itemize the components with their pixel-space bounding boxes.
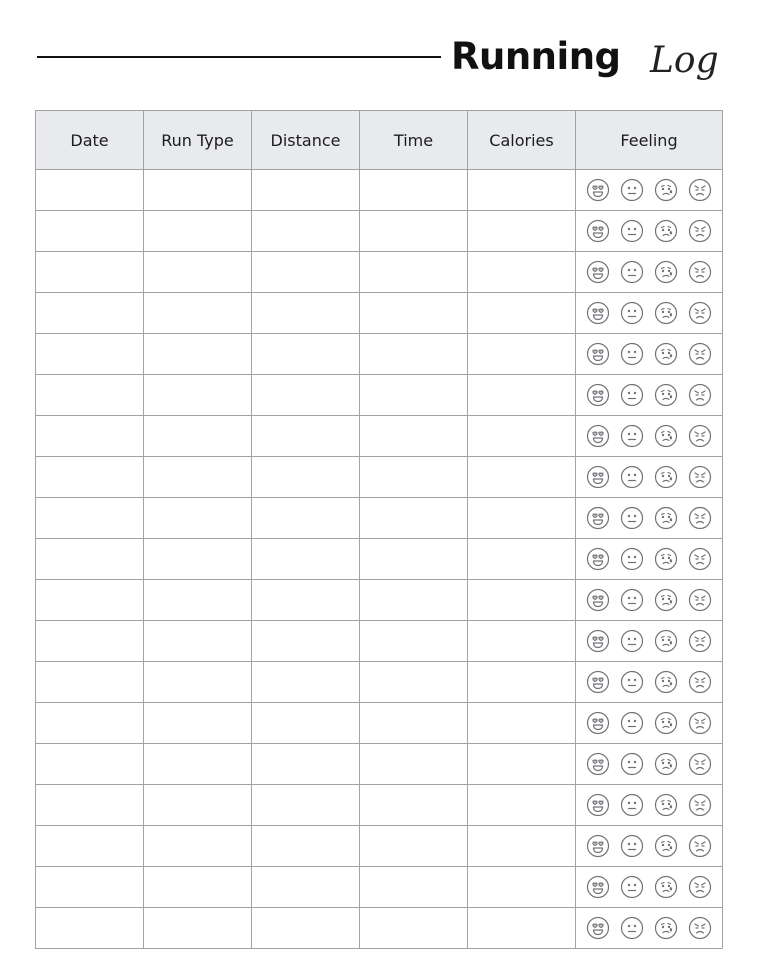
cell-date[interactable]: [36, 662, 144, 703]
feeling-options: [576, 539, 722, 579]
cell-feeling: [576, 539, 723, 580]
cell-run-type[interactable]: [144, 334, 252, 375]
column-header-feeling: Feeling: [576, 111, 723, 170]
worried-face-icon[interactable]: [654, 424, 678, 448]
cell-calories[interactable]: [468, 211, 576, 252]
worried-face-icon[interactable]: [654, 342, 678, 366]
cell-run-type[interactable]: [144, 785, 252, 826]
cell-feeling: [576, 867, 723, 908]
table-row: [36, 211, 723, 252]
angry-face-icon[interactable]: [688, 629, 712, 653]
cell-feeling: [576, 662, 723, 703]
love-face-icon[interactable]: [586, 260, 610, 284]
angry-face-icon[interactable]: [688, 670, 712, 694]
cell-run-type[interactable]: [144, 211, 252, 252]
title-running: Running: [451, 35, 621, 78]
angry-face-icon[interactable]: [688, 301, 712, 325]
angry-face-icon[interactable]: [688, 219, 712, 243]
love-face-icon[interactable]: [586, 424, 610, 448]
cell-time[interactable]: [360, 375, 468, 416]
cell-distance[interactable]: [252, 867, 360, 908]
table-row: [36, 703, 723, 744]
cell-calories[interactable]: [468, 580, 576, 621]
cell-time[interactable]: [360, 621, 468, 662]
feeling-options: [576, 621, 722, 661]
neutral-face-icon[interactable]: [620, 670, 644, 694]
cell-time[interactable]: [360, 580, 468, 621]
cell-time[interactable]: [360, 252, 468, 293]
love-face-icon[interactable]: [586, 875, 610, 899]
cell-date[interactable]: [36, 539, 144, 580]
worried-face-icon[interactable]: [654, 219, 678, 243]
feeling-options: [576, 867, 722, 907]
worried-face-icon[interactable]: [654, 465, 678, 489]
love-face-icon[interactable]: [586, 342, 610, 366]
love-face-icon[interactable]: [586, 178, 610, 202]
cell-time[interactable]: [360, 498, 468, 539]
neutral-face-icon[interactable]: [620, 506, 644, 530]
cell-run-type[interactable]: [144, 662, 252, 703]
cell-feeling: [576, 457, 723, 498]
table-row: [36, 498, 723, 539]
neutral-face-icon[interactable]: [620, 752, 644, 776]
cell-distance[interactable]: [252, 375, 360, 416]
cell-time[interactable]: [360, 826, 468, 867]
table-row: [36, 252, 723, 293]
page-header: [0, 0, 757, 110]
cell-calories[interactable]: [468, 703, 576, 744]
love-face-icon[interactable]: [586, 834, 610, 858]
cell-distance[interactable]: [252, 416, 360, 457]
cell-feeling: [576, 744, 723, 785]
worried-face-icon[interactable]: [654, 711, 678, 735]
table-row: [36, 416, 723, 457]
cell-time[interactable]: [360, 334, 468, 375]
worried-face-icon[interactable]: [654, 629, 678, 653]
cell-date[interactable]: [36, 703, 144, 744]
angry-face-icon[interactable]: [688, 793, 712, 817]
angry-face-icon[interactable]: [688, 588, 712, 612]
table-header-row: [36, 111, 723, 170]
cell-time[interactable]: [360, 416, 468, 457]
cell-date[interactable]: [36, 580, 144, 621]
cell-time[interactable]: [360, 785, 468, 826]
cell-distance[interactable]: [252, 457, 360, 498]
worried-face-icon[interactable]: [654, 793, 678, 817]
neutral-face-icon[interactable]: [620, 383, 644, 407]
neutral-face-icon[interactable]: [620, 301, 644, 325]
worried-face-icon[interactable]: [654, 178, 678, 202]
cell-time[interactable]: [360, 744, 468, 785]
cell-run-type[interactable]: [144, 170, 252, 211]
cell-time[interactable]: [360, 662, 468, 703]
cell-date[interactable]: [36, 826, 144, 867]
cell-feeling: [576, 211, 723, 252]
angry-face-icon[interactable]: [688, 178, 712, 202]
worried-face-icon[interactable]: [654, 506, 678, 530]
cell-distance[interactable]: [252, 826, 360, 867]
cell-calories[interactable]: [468, 252, 576, 293]
angry-face-icon[interactable]: [688, 711, 712, 735]
cell-time[interactable]: [360, 293, 468, 334]
angry-face-icon[interactable]: [688, 752, 712, 776]
cell-date[interactable]: [36, 744, 144, 785]
cell-feeling: [576, 170, 723, 211]
cell-run-type[interactable]: [144, 457, 252, 498]
cell-calories[interactable]: [468, 908, 576, 949]
cell-calories[interactable]: [468, 826, 576, 867]
cell-distance[interactable]: [252, 580, 360, 621]
cell-run-type[interactable]: [144, 826, 252, 867]
table-row: [36, 457, 723, 498]
worried-face-icon[interactable]: [654, 383, 678, 407]
cell-calories[interactable]: [468, 621, 576, 662]
cell-date[interactable]: [36, 211, 144, 252]
worried-face-icon[interactable]: [654, 670, 678, 694]
cell-time[interactable]: [360, 457, 468, 498]
cell-calories[interactable]: [468, 744, 576, 785]
worried-face-icon[interactable]: [654, 916, 678, 940]
cell-date[interactable]: [36, 334, 144, 375]
cell-date[interactable]: [36, 621, 144, 662]
cell-time[interactable]: [360, 170, 468, 211]
angry-face-icon[interactable]: [688, 465, 712, 489]
feeling-options: [576, 252, 722, 292]
cell-date[interactable]: [36, 416, 144, 457]
love-face-icon[interactable]: [586, 670, 610, 694]
table-row: [36, 867, 723, 908]
angry-face-icon[interactable]: [688, 506, 712, 530]
table-row: [36, 580, 723, 621]
column-header-time: Time: [360, 111, 468, 170]
angry-face-icon[interactable]: [688, 916, 712, 940]
cell-calories[interactable]: [468, 170, 576, 211]
feeling-options: [576, 416, 722, 456]
cell-feeling: [576, 785, 723, 826]
cell-feeling: [576, 621, 723, 662]
cell-distance[interactable]: [252, 539, 360, 580]
cell-run-type[interactable]: [144, 498, 252, 539]
angry-face-icon[interactable]: [688, 260, 712, 284]
love-face-icon[interactable]: [586, 916, 610, 940]
table-row: [36, 785, 723, 826]
feeling-options: [576, 662, 722, 702]
column-header-distance: Distance: [252, 111, 360, 170]
table-row: [36, 334, 723, 375]
neutral-face-icon[interactable]: [620, 793, 644, 817]
feeling-options: [576, 211, 722, 251]
table-row: [36, 744, 723, 785]
cell-feeling: [576, 498, 723, 539]
love-face-icon[interactable]: [586, 711, 610, 735]
feeling-options: [576, 703, 722, 743]
column-header-calories: Calories: [468, 111, 576, 170]
cell-calories[interactable]: [468, 867, 576, 908]
cell-run-type[interactable]: [144, 867, 252, 908]
neutral-face-icon[interactable]: [620, 588, 644, 612]
table-row: [36, 293, 723, 334]
cell-time[interactable]: [360, 211, 468, 252]
cell-calories[interactable]: [468, 457, 576, 498]
cell-date[interactable]: [36, 293, 144, 334]
worried-face-icon[interactable]: [654, 834, 678, 858]
cell-run-type[interactable]: [144, 621, 252, 662]
cell-time[interactable]: [360, 539, 468, 580]
worried-face-icon[interactable]: [654, 875, 678, 899]
neutral-face-icon[interactable]: [620, 916, 644, 940]
cell-distance[interactable]: [252, 703, 360, 744]
table-row: [36, 539, 723, 580]
cell-feeling: [576, 334, 723, 375]
feeling-options: [576, 580, 722, 620]
cell-time[interactable]: [360, 867, 468, 908]
neutral-face-icon[interactable]: [620, 834, 644, 858]
cell-run-type[interactable]: [144, 539, 252, 580]
table-row: [36, 375, 723, 416]
worried-face-icon[interactable]: [654, 752, 678, 776]
table-row: [36, 170, 723, 211]
cell-time[interactable]: [360, 908, 468, 949]
neutral-face-icon[interactable]: [620, 711, 644, 735]
cell-time[interactable]: [360, 703, 468, 744]
cell-date[interactable]: [36, 375, 144, 416]
angry-face-icon[interactable]: [688, 875, 712, 899]
cell-date[interactable]: [36, 170, 144, 211]
cell-feeling: [576, 252, 723, 293]
love-face-icon[interactable]: [586, 301, 610, 325]
cell-feeling: [576, 375, 723, 416]
feeling-options: [576, 293, 722, 333]
feeling-options: [576, 826, 722, 866]
love-face-icon[interactable]: [586, 506, 610, 530]
feeling-options: [576, 457, 722, 497]
neutral-face-icon[interactable]: [620, 465, 644, 489]
cell-run-type[interactable]: [144, 252, 252, 293]
angry-face-icon[interactable]: [688, 424, 712, 448]
cell-run-type[interactable]: [144, 908, 252, 949]
table-row: [36, 826, 723, 867]
cell-calories[interactable]: [468, 498, 576, 539]
feeling-options: [576, 908, 722, 948]
cell-calories[interactable]: [468, 785, 576, 826]
table-row: [36, 662, 723, 703]
angry-face-icon[interactable]: [688, 547, 712, 571]
neutral-face-icon[interactable]: [620, 547, 644, 571]
love-face-icon[interactable]: [586, 383, 610, 407]
feeling-options: [576, 744, 722, 784]
love-face-icon[interactable]: [586, 752, 610, 776]
cell-feeling: [576, 580, 723, 621]
cell-date[interactable]: [36, 498, 144, 539]
cell-date[interactable]: [36, 457, 144, 498]
feeling-options: [576, 334, 722, 374]
love-face-icon[interactable]: [586, 219, 610, 243]
angry-face-icon[interactable]: [688, 834, 712, 858]
column-header-run-type: Run Type: [144, 111, 252, 170]
love-face-icon[interactable]: [586, 629, 610, 653]
cell-feeling: [576, 908, 723, 949]
angry-face-icon[interactable]: [688, 383, 712, 407]
feeling-options: [576, 170, 722, 210]
cell-distance[interactable]: [252, 211, 360, 252]
column-header-date: Date: [36, 111, 144, 170]
table-body: [36, 170, 723, 949]
cell-run-type[interactable]: [144, 375, 252, 416]
feeling-options: [576, 375, 722, 415]
cell-run-type[interactable]: [144, 744, 252, 785]
worried-face-icon[interactable]: [654, 547, 678, 571]
cell-distance[interactable]: [252, 170, 360, 211]
worried-face-icon[interactable]: [654, 588, 678, 612]
feeling-options: [576, 785, 722, 825]
cell-distance[interactable]: [252, 293, 360, 334]
cell-date[interactable]: [36, 785, 144, 826]
love-face-icon[interactable]: [586, 465, 610, 489]
cell-calories[interactable]: [468, 539, 576, 580]
feeling-options: [576, 498, 722, 538]
cell-distance[interactable]: [252, 621, 360, 662]
cell-feeling: [576, 703, 723, 744]
cell-calories[interactable]: [468, 375, 576, 416]
worried-face-icon[interactable]: [654, 260, 678, 284]
neutral-face-icon[interactable]: [620, 342, 644, 366]
table-row: [36, 908, 723, 949]
cell-date[interactable]: [36, 908, 144, 949]
neutral-face-icon[interactable]: [620, 629, 644, 653]
cell-calories[interactable]: [468, 293, 576, 334]
cell-distance[interactable]: [252, 785, 360, 826]
cell-run-type[interactable]: [144, 416, 252, 457]
cell-distance[interactable]: [252, 334, 360, 375]
title-log-script: Log: [650, 40, 719, 81]
cell-run-type[interactable]: [144, 580, 252, 621]
header-rule: [37, 56, 441, 58]
cell-distance[interactable]: [252, 252, 360, 293]
neutral-face-icon[interactable]: [620, 178, 644, 202]
cell-calories[interactable]: [468, 416, 576, 457]
cell-calories[interactable]: [468, 334, 576, 375]
cell-calories[interactable]: [468, 662, 576, 703]
cell-feeling: [576, 416, 723, 457]
neutral-face-icon[interactable]: [620, 424, 644, 448]
cell-date[interactable]: [36, 867, 144, 908]
neutral-face-icon[interactable]: [620, 219, 644, 243]
cell-feeling: [576, 293, 723, 334]
cell-run-type[interactable]: [144, 703, 252, 744]
cell-run-type[interactable]: [144, 293, 252, 334]
angry-face-icon[interactable]: [688, 342, 712, 366]
love-face-icon[interactable]: [586, 547, 610, 571]
neutral-face-icon[interactable]: [620, 260, 644, 284]
love-face-icon[interactable]: [586, 588, 610, 612]
cell-distance[interactable]: [252, 744, 360, 785]
cell-date[interactable]: [36, 252, 144, 293]
cell-distance[interactable]: [252, 662, 360, 703]
love-face-icon[interactable]: [586, 793, 610, 817]
table-row: [36, 621, 723, 662]
neutral-face-icon[interactable]: [620, 875, 644, 899]
cell-distance[interactable]: [252, 498, 360, 539]
running-log-table: [35, 110, 723, 949]
cell-distance[interactable]: [252, 908, 360, 949]
cell-feeling: [576, 826, 723, 867]
worried-face-icon[interactable]: [654, 301, 678, 325]
